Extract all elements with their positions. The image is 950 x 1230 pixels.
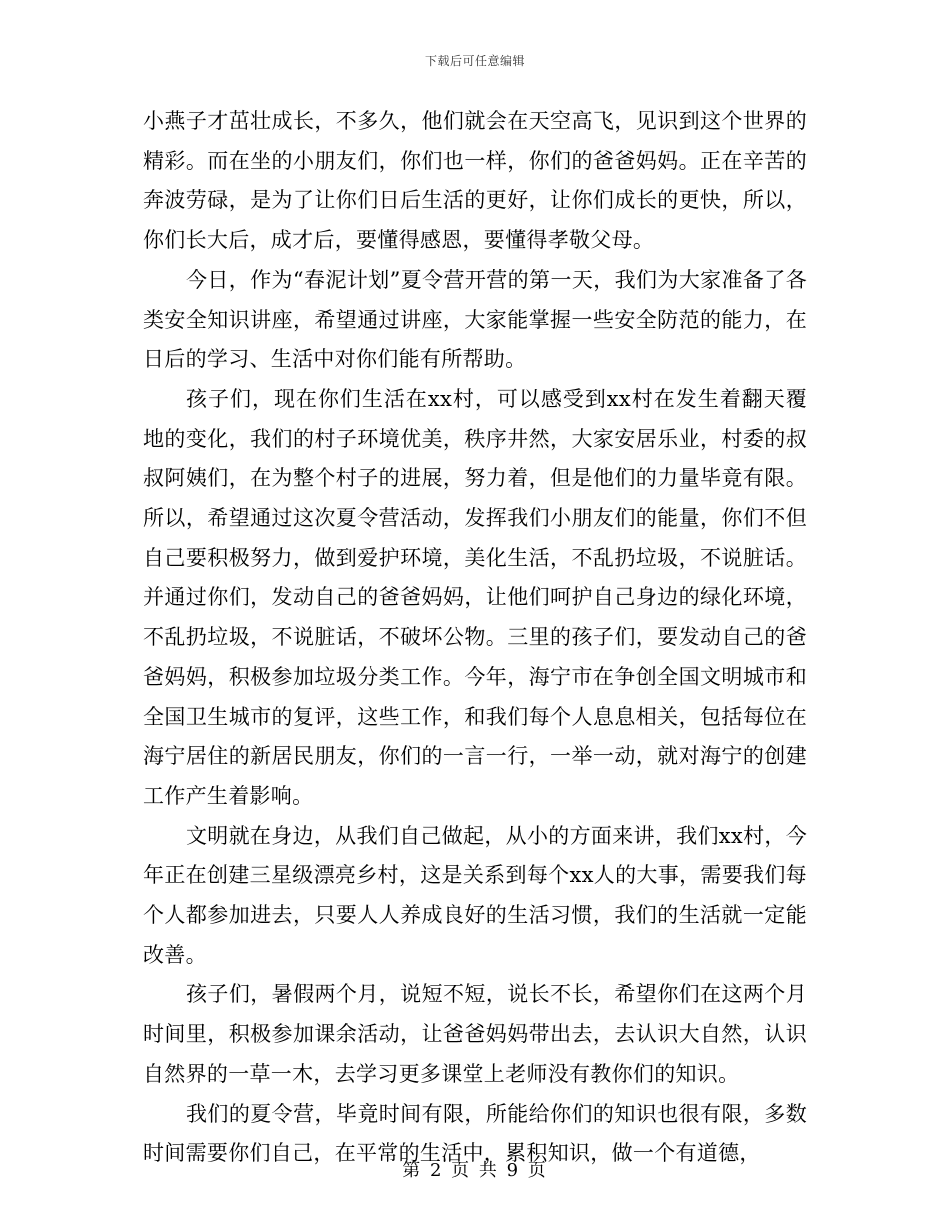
paragraph-4: 文明就在身边，从我们自己做起，从小的方面来讲，我们xx村，今年正在创建三星级漂亮乡村，这是关系到每个xx人的大事，需要我们每个人都参加进去，只要人人养成良好的生活习惯，我们的生活就一定能改善。 xyxy=(143,823,807,967)
page-header-note: 下载后可任意编辑 xyxy=(424,54,525,68)
page-number: 第 2 页 共 9 页 xyxy=(402,1160,548,1181)
paragraph-2: 今日，作为“春泥计划”夏令营开营的第一天，我们为大家准备了各类安全知识讲座，希望通过讲座，大家能掌握一些安全防范的能力，在日后的学习、生活中对你们能有所帮助。 xyxy=(143,267,807,372)
document-body xyxy=(143,102,807,1174)
paragraph-5: 孩子们，暑假两个月，说短不短，说长不长，希望你们在这两个月时间里，积极参加课余活动，让爸爸妈妈带出去，去认识大自然，认识自然界的一草一木，去学习更多课堂上老师没有教你们的知识。 xyxy=(143,982,807,1086)
paragraph-3: 孩子们，现在你们生活在xx村，可以感受到xx村在发生着翻天覆地的变化，我们的村子环境优美，秩序井然，大家安居乐业，村委的叔叔阿姨们，在为整个村子的进展，努力着，但是他们的力量毕竟有限。所以，希望通过这次夏令营活动，发挥我们小朋友们的能量，你们不但自己要积极努力，做到爱护环境，美化生活，不乱扔垃圾，不说脏话。并通过你们，发动自己的爸爸妈妈，让他们呵护自己身边的绿化环境，不乱扔垃圾，不说脏话，不破坏公物。三里的孩子们，要发动自己的爸爸妈妈，积极参加垃圾分类工作。今年，海宁市在争创全国文明城市和全国卫生城市的复评，这些工作，和我们每个人息息相关，包括每位在海宁居住的新居民朋友，你们的一言一行，一举一动，就对海宁的创建工作产生着影响。 xyxy=(143,386,807,808)
paragraph-6: 我们的夏令营，毕竟时间有限，所能给你们的知识也很有限，多数时间需要你们自己，在平常的生活中，累积知识，做一个有道德， xyxy=(143,1101,807,1166)
paragraph-1: 小燕子才茁壮成长，不多久，他们就会在天空高飞，见识到这个世界的精彩。而在坐的小朋友们，你们也一样，你们的爸爸妈妈。正在辛苦的奔波劳碌，是为了让你们日后生活的更好，让你们成长的更快，所以，你们长大后，成才后，要懂得感恩，要懂得孝敬父母。 xyxy=(143,109,807,253)
